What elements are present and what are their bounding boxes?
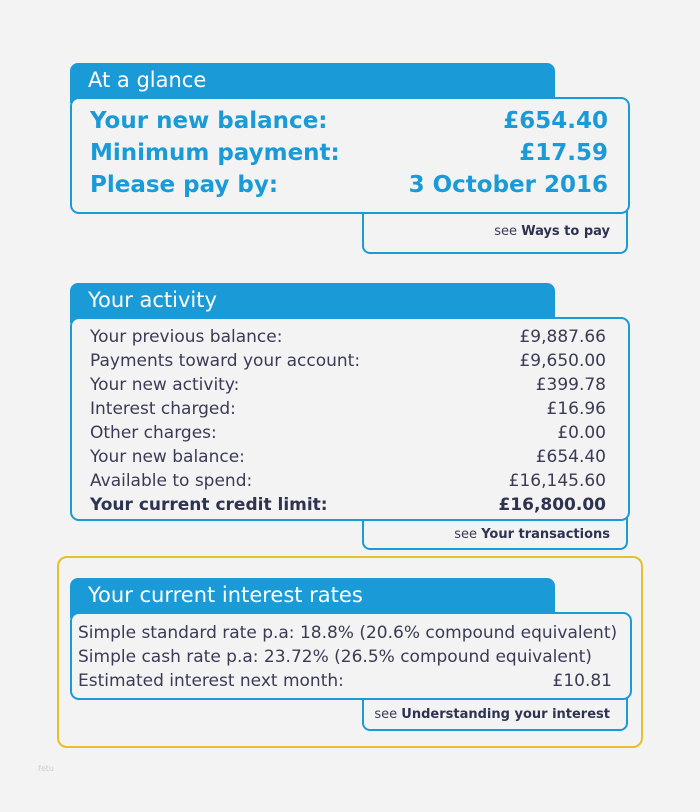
rates-value: £10.81 xyxy=(552,671,612,691)
rates-row-cash xyxy=(78,645,612,669)
glance-row-minimum-payment xyxy=(90,137,608,169)
rates-row-estimated xyxy=(78,669,612,693)
glance-label: Please pay by: xyxy=(90,172,279,198)
activity-value: £16,800.00 xyxy=(498,495,606,515)
activity-value: £16,145.60 xyxy=(508,471,606,491)
activity-row xyxy=(90,445,606,469)
activity-value: £9,650.00 xyxy=(519,351,606,371)
activity-value: £399.78 xyxy=(535,375,606,395)
your-transactions-link[interactable]: Your transactions xyxy=(481,527,610,542)
footer-prefix: see xyxy=(494,224,518,239)
interest-rates-title: Your current interest rates xyxy=(70,578,555,618)
activity-value: £0.00 xyxy=(557,423,606,443)
rates-label: Estimated interest next month: xyxy=(78,671,344,691)
understanding-interest-link[interactable]: Understanding your interest xyxy=(401,707,610,722)
activity-row-credit-limit xyxy=(90,493,606,517)
activity-row xyxy=(90,397,606,421)
activity-row xyxy=(90,373,606,397)
at-a-glance-box xyxy=(70,97,630,214)
activity-label: Available to spend: xyxy=(90,471,253,491)
glance-value: £17.59 xyxy=(519,140,608,166)
activity-row xyxy=(90,325,606,349)
activity-title: Your activity xyxy=(70,283,555,323)
activity-label: Interest charged: xyxy=(90,399,236,419)
rates-row-standard xyxy=(78,621,618,645)
interest-rates-box xyxy=(70,612,632,700)
glance-row-new-balance xyxy=(90,105,608,137)
activity-label: Your new balance: xyxy=(90,447,245,467)
glance-row-pay-by xyxy=(90,169,608,201)
activity-label: Your previous balance: xyxy=(90,327,283,347)
activity-value: £9,887.66 xyxy=(519,327,606,347)
ways-to-pay-link[interactable]: Ways to pay xyxy=(521,224,610,239)
footer-prefix: see xyxy=(454,527,478,542)
activity-value: £654.40 xyxy=(535,447,606,467)
activity-row xyxy=(90,349,606,373)
glance-label: Your new balance: xyxy=(90,108,328,134)
activity-label: Other charges: xyxy=(90,423,217,443)
activity-label: Your new activity: xyxy=(90,375,240,395)
at-a-glance-title: At a glance xyxy=(70,63,555,103)
activity-box xyxy=(70,317,630,521)
watermark: fetu xyxy=(38,764,54,773)
activity-label: Payments toward your account: xyxy=(90,351,361,371)
activity-row xyxy=(90,469,606,493)
glance-value: 3 October 2016 xyxy=(408,172,608,198)
glance-label: Minimum payment: xyxy=(90,140,340,166)
activity-value: £16.96 xyxy=(546,399,606,419)
activity-row xyxy=(90,421,606,445)
ways-to-pay-footer[interactable] xyxy=(362,208,628,254)
rates-label: Simple cash rate p.a: 23.72% (26.5% compound equivalent) xyxy=(78,647,592,667)
activity-label: Your current credit limit: xyxy=(90,495,328,515)
glance-value: £654.40 xyxy=(503,108,608,134)
footer-prefix: see xyxy=(374,707,398,722)
rates-label: Simple standard rate p.a: 18.8% (20.6% compound equivalent) xyxy=(78,623,618,643)
